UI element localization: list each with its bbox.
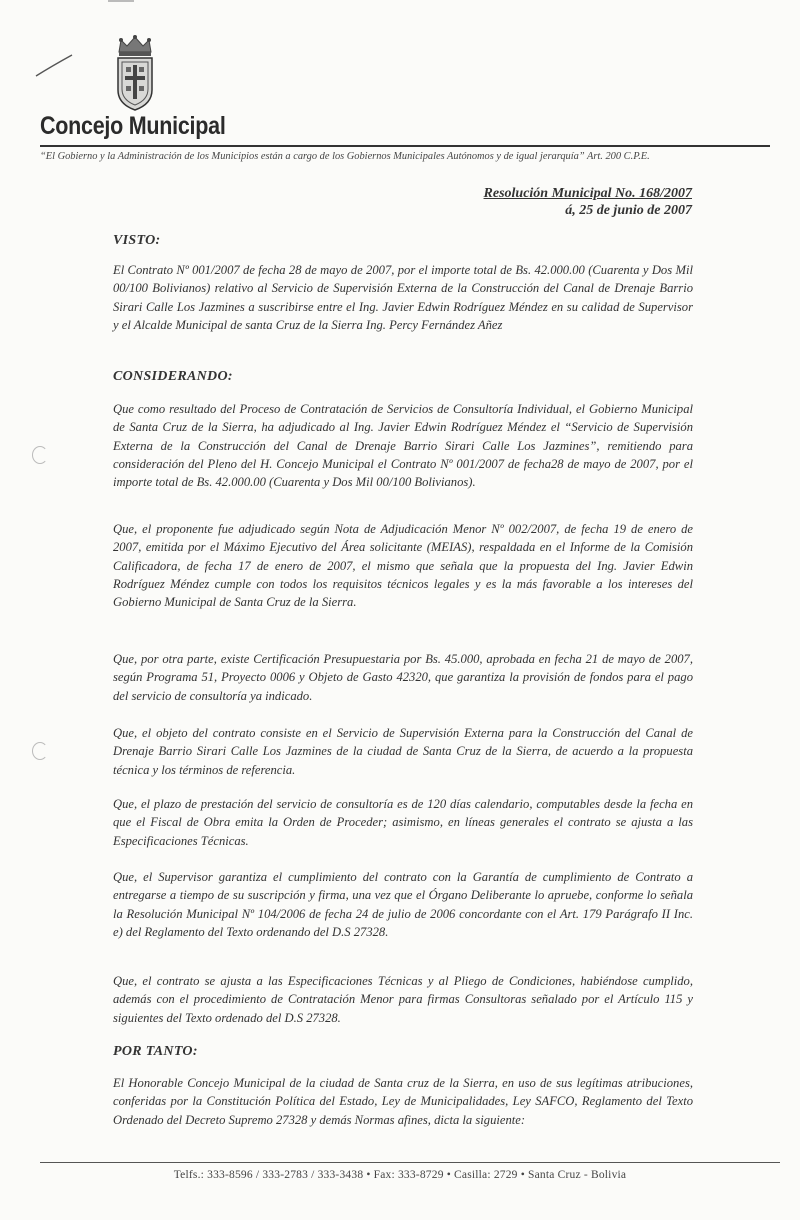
considerando-paragraph: Que, el proponente fue adjudicado según Nota de Adjudicación Menor Nº 002/2007, de fecha 19 de enero de 2007, emitida por el Máximo Ejecutivo del Área solicitante (MEIAS), respaldada en el Informe de la Comisión Calificadora, de fecha 17 de enero de 2007, el mismo que señala que la propuesta del Ing. Javier Edwin Rodríguez Méndez cumple con todos los requisitos técnicos legales y es la más favorable a los intereses del Gobierno Municipal de Santa Cruz de la Sierra.: [113, 522, 693, 610]
considerando-paragraph: Que, por otra parte, existe Certificación Presupuestaria por Bs. 45.000, aprobada en fecha 21 de mayo de 2007, según Programa 51, Proyecto 0006 y Objeto de Gasto 42320, que garantiza la provisión de fondos para el pago del servicio de consultoría ya indicado.: [113, 652, 693, 703]
resolution-number: Resolución Municipal No. 168/2007: [483, 186, 692, 201]
scan-artifact: [108, 0, 134, 2]
coat-of-arms-icon: [113, 34, 157, 112]
visto-paragraph: El Contrato Nº 001/2007 de fecha 28 de mayo de 2007, por el importe total de Bs. 42.000.00 (Cuarenta y Dos Mil 00/100 Bolivianos) relativo al Servicio de Supervisión Externa de la Construcción del Canal de Drenaje Barrio Sirari Calle Los Jazmines a suscribirse entre el Ing. Javier Edwin Rodríguez Méndez en su calidad de Supervisor y el Alcalde Municipal de santa Cruz de la Sierra Ing. Percy Fernández Añez: [113, 263, 693, 332]
resolution-date: á, 25 de junio de 2007: [565, 203, 692, 218]
resolution-block: [484, 186, 692, 219]
organization-name: Concejo Municipal: [40, 112, 226, 140]
por-tanto-paragraph: El Honorable Concejo Municipal de la ciudad de Santa cruz de la Sierra, en uso de sus legítimas atribuciones, conferidas por la Constitución Política del Estado, Ley de Municipalidades, Ley SAFCO, Reglamento del Texto Ordenado del Decreto Supremo 27328 y demás Normas afines, dicta la siguiente:: [113, 1076, 693, 1127]
section-heading-visto: VISTO:: [113, 233, 161, 248]
section-heading-por-tanto: POR TANTO:: [113, 1044, 198, 1059]
considerando-paragraph: Que como resultado del Proceso de Contratación de Servicios de Consultoría Individual, el Gobierno Municipal de Santa Cruz de la Sierra, ha adjudicado al Ing. Javier Edwin Rodríguez Méndez el “Servicio de Supervisión Externa de la Construcción del Canal de Drenaje Barrio Sirari Calle Los Jazmines”, remitiendo para consideración del Pleno del H. Concejo Municipal el Contrato Nº 001/2007 de fecha28 de mayo de 2007, por el importe total de Bs. 42.000.00 (Cuarenta y Dos Mil 00/100 Bolivianos).: [113, 402, 693, 490]
punch-hole-mark: [32, 742, 48, 760]
header-motto: “El Gobierno y la Administración de los Municipios están a cargo de los Gobiernos Municipales Autónomos y de igual jerarquía” Art. 200 C.P.E.: [40, 151, 650, 162]
footer-divider: [40, 1162, 780, 1163]
section-heading-considerando: CONSIDERANDO:: [113, 369, 233, 384]
footer-contact: Telfs.: 333-8596 / 333-2783 / 333-3438 • Fax: 333-8729 • Casilla: 2729 • Santa Cruz - Bolivia: [173, 1169, 627, 1181]
pen-stroke-mark: [34, 52, 74, 80]
considerando-paragraph: Que, el plazo de prestación del servicio de consultoría es de 120 días calendario, computables desde la fecha en que el Fiscal de Obra emita la Orden de Proceder; asimismo, en líneas generales el contrato se ajusta a las Especificaciones Técnicas.: [113, 797, 693, 848]
punch-hole-mark: [32, 446, 48, 464]
considerando-paragraph: Que, el Supervisor garantiza el cumplimiento del contrato con la Garantía de cumplimiento de Contrato a entregarse a tiempo de su suscripción y firma, una vez que el Órgano Deliberante lo apruebe, conforme lo señala la Resolución Municipal Nº 104/2006 de fecha 24 de julio de 2006 concordante con el Art. 179 Parágrafo II Inc. e) del Reglamento del Texto ordenando del D.S 27328.: [113, 870, 693, 939]
header-divider: [40, 145, 770, 147]
considerando-paragraph: Que, el contrato se ajusta a las Especificaciones Técnicas y al Pliego de Condiciones, habiéndose cumplido, además con el procedimiento de Contratación Menor para firmas Consultoras señalado por el Artículo 115 y siguientes del Texto ordenado del D.S 27328.: [113, 974, 693, 1025]
considerando-paragraph: Que, el objeto del contrato consiste en el Servicio de Supervisión Externa para la Construcción del Canal de Drenaje Barrio Sirari Calle Los Jazmines de la ciudad de Santa Cruz de la Sierra, de acuerdo a la propuesta técnica y los términos de referencia.: [113, 726, 693, 777]
